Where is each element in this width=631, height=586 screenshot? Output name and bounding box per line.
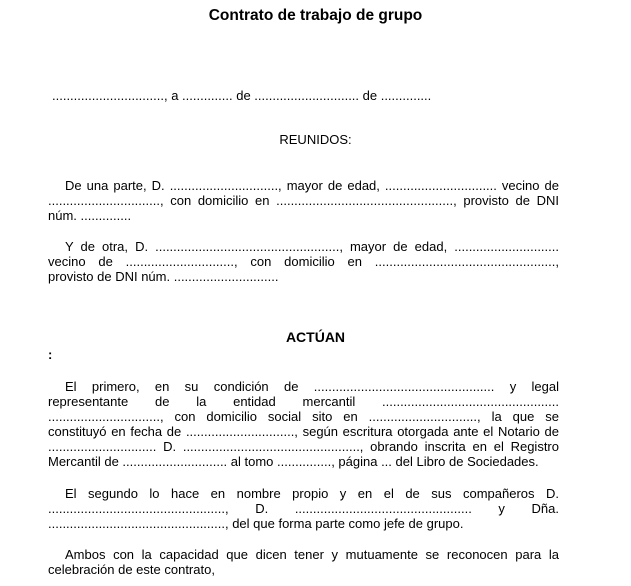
party2-line1: Y de otra, D. ..................................................., mayor de edad, ............................. [65,239,559,254]
para3-line2: celebración de este contrato, [48,562,215,577]
party2-line2: vecino de .............................., con domicilio en .................................................., [48,254,559,269]
reunidos-heading: REUNIDOS: [279,132,352,147]
para1-line4: constituyó en fecha de .............................., según escritura otorgada ante el Notario de [48,424,559,439]
para2-line3: ................................................., del que forma parte como jefe de grupo. [48,516,464,531]
para3-line1: Ambos con la capacidad que dicen tener y mutuamente se reconocen para la [65,547,559,562]
place-date-line: ..............................., a .............. de ............................. de .............. [52,88,432,103]
para1-line6: Mercantil de ............................. al tomo ..............., página ... del Libro de Sociedades. [48,454,539,469]
actuan-colon: : [48,347,53,362]
para2-line1: El segundo lo hace en nombre propio y en el de sus compañeros D. [65,486,559,501]
party2-line3: provisto de DNI núm. ............................. [48,269,279,284]
actuan-heading: ACTÚAN [285,329,346,345]
para1-line2: representante de la entidad mercantil ................................................. [48,394,559,409]
para1-line1: El primero, en su condición de .................................................. y legal [65,379,559,394]
para1-line5: .............................. D. ................................................., obrando inscrita en el Registro [48,439,559,454]
party1-line1: De una parte, D. .............................., mayor de edad, ............................... vecino de [65,178,559,193]
para1-line3: ..............................., con domicilio social sito en .............................., la que se [48,409,559,424]
para2-line2: ................................................., D. ................................................. y Dña. [48,501,559,516]
party1-line2: ..............................., con domicilio en ................................................., provisto de DNI [48,193,559,208]
party1-line3: núm. .............. [48,208,132,223]
document-title: Contrato de trabajo de grupo [208,7,423,24]
